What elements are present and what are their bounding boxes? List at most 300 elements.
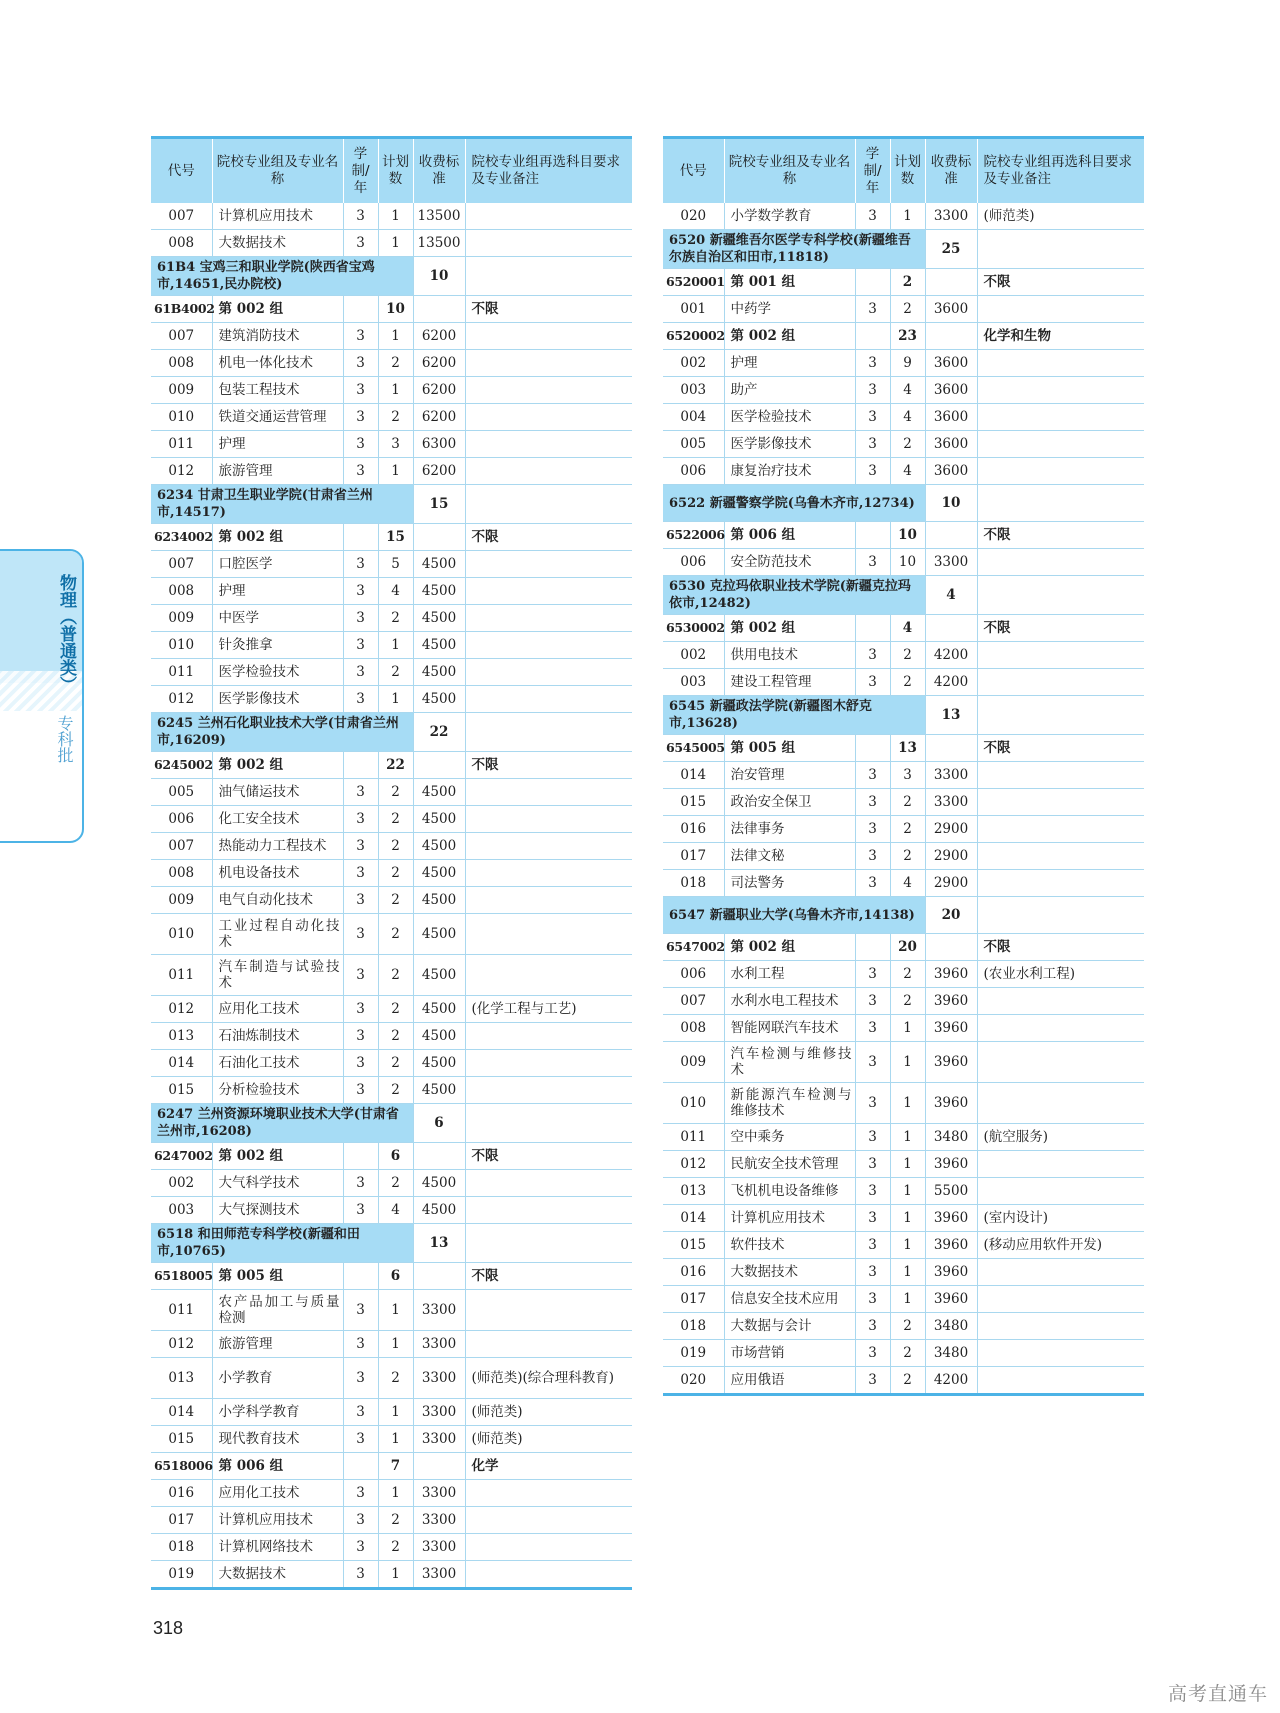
group-fee [413,1263,465,1290]
major-plan-count: 1 [890,1259,925,1286]
school-plan-count: 10 [413,257,465,296]
header-plan: 计划数 [378,138,413,204]
table-header-row [151,138,632,204]
major-fee: 3300 [413,1290,465,1331]
major-plan-count: 4 [890,377,925,404]
group-name: 第 006 组 [212,1453,343,1480]
major-row [663,642,1144,669]
group-row [151,524,632,551]
major-code: 002 [663,642,724,669]
major-plan-count: 2 [378,1023,413,1050]
school-plan-count: 15 [413,485,465,524]
major-plan-count: 3 [378,431,413,458]
group-plan-count: 10 [890,522,925,549]
major-code: 002 [151,1170,212,1197]
major-name: 计算机应用技术 [212,203,343,230]
major-fee: 4500 [413,605,465,632]
major-years: 3 [855,961,890,988]
group-subject-requirement: 不限 [977,934,1144,961]
major-fee: 3600 [925,431,977,458]
group-subject-requirement: 不限 [465,752,632,779]
major-note: (师范类)(综合理科教育) [465,1358,632,1399]
major-fee: 3960 [925,988,977,1015]
group-subject-requirement: 不限 [977,615,1144,642]
major-row [151,1358,632,1399]
major-fee: 4500 [413,955,465,996]
group-code: 6547002 [663,934,724,961]
major-name: 供用电技术 [724,642,855,669]
major-code: 009 [151,887,212,914]
major-row [663,843,1144,870]
major-plan-count: 1 [378,1426,413,1453]
major-plan-count: 2 [378,1170,413,1197]
major-row [663,762,1144,789]
major-row [151,806,632,833]
major-code: 015 [151,1077,212,1104]
major-years: 3 [855,1367,890,1395]
group-fee [925,735,977,762]
major-row [151,350,632,377]
group-years [343,1453,378,1480]
major-plan-count: 2 [378,860,413,887]
major-note [977,988,1144,1015]
major-code: 017 [663,1286,724,1313]
major-fee: 2900 [925,843,977,870]
major-fee: 3300 [925,789,977,816]
major-years: 3 [343,1534,378,1561]
major-plan-count: 1 [378,686,413,713]
major-row [151,431,632,458]
group-row [663,522,1144,549]
school-row [663,230,1144,269]
major-fee: 5500 [925,1178,977,1205]
group-plan-count: 13 [890,735,925,762]
major-row [151,1480,632,1507]
major-name: 护理 [724,350,855,377]
major-code: 008 [151,350,212,377]
major-note [977,816,1144,843]
major-plan-count: 1 [378,203,413,230]
major-fee: 6200 [413,323,465,350]
major-note [977,1178,1144,1205]
group-fee [925,934,977,961]
major-years: 3 [343,1170,378,1197]
group-row [663,735,1144,762]
major-code: 012 [151,996,212,1023]
major-plan-count: 1 [378,377,413,404]
school-name: 6522 新疆警察学院(乌鲁木齐市,12734) [663,485,925,522]
major-name: 治安管理 [724,762,855,789]
major-name: 中医学 [212,605,343,632]
major-name: 口腔医学 [212,551,343,578]
major-name: 医学影像技术 [724,431,855,458]
major-fee: 4500 [413,996,465,1023]
group-code: 6522006 [663,522,724,549]
major-note [977,377,1144,404]
major-name: 现代教育技术 [212,1426,343,1453]
major-fee: 4500 [413,1023,465,1050]
major-name: 旅游管理 [212,1331,343,1358]
major-row [663,1232,1144,1259]
group-plan-count: 4 [890,615,925,642]
major-row [663,1205,1144,1232]
major-note [977,1286,1144,1313]
major-plan-count: 2 [378,1050,413,1077]
major-row [663,203,1144,230]
group-fee [925,323,977,350]
major-plan-count: 2 [890,669,925,696]
major-note [465,323,632,350]
school-note [977,485,1144,522]
major-years: 3 [343,551,378,578]
major-code: 008 [151,578,212,605]
major-row [151,551,632,578]
major-plan-count: 1 [378,632,413,659]
major-name: 康复治疗技术 [724,458,855,485]
major-name: 安全防范技术 [724,549,855,576]
major-row [151,1507,632,1534]
major-years: 3 [343,323,378,350]
major-row [663,1178,1144,1205]
major-years: 3 [343,1507,378,1534]
major-fee: 2900 [925,816,977,843]
major-row [663,1015,1144,1042]
major-years: 3 [855,431,890,458]
major-plan-count: 2 [890,296,925,323]
major-code: 011 [151,431,212,458]
major-plan-count: 1 [890,1178,925,1205]
major-note [977,296,1144,323]
major-note [465,1077,632,1104]
header-note: 院校专业组再选科目要求及专业备注 [465,138,632,204]
header-fee: 收费标准 [925,138,977,204]
major-years: 3 [343,887,378,914]
major-fee: 3960 [925,1286,977,1313]
major-code: 010 [151,914,212,955]
group-subject-requirement: 不限 [977,522,1144,549]
major-note [465,1507,632,1534]
major-fee: 6200 [413,458,465,485]
major-name: 助产 [724,377,855,404]
major-note [977,1367,1144,1395]
major-row [151,578,632,605]
major-years: 3 [855,843,890,870]
major-code: 007 [151,551,212,578]
major-years: 3 [343,659,378,686]
major-name: 信息安全技术应用 [724,1286,855,1313]
major-name: 包装工程技术 [212,377,343,404]
major-fee: 3600 [925,458,977,485]
major-fee: 4500 [413,1077,465,1104]
major-years: 3 [855,1042,890,1083]
major-fee: 3600 [925,377,977,404]
page-number: 318 [153,1618,184,1638]
major-years: 3 [855,1340,890,1367]
major-plan-count: 1 [378,1399,413,1426]
major-name: 法律事务 [724,816,855,843]
major-fee: 4500 [413,659,465,686]
group-name: 第 002 组 [212,524,343,551]
major-code: 008 [151,860,212,887]
major-note: (师范类) [977,203,1144,230]
major-years: 3 [855,1178,890,1205]
major-note [977,1083,1144,1124]
major-name: 水利工程 [724,961,855,988]
major-fee: 3600 [925,404,977,431]
major-years: 3 [855,203,890,230]
group-plan-count: 7 [378,1453,413,1480]
major-code: 009 [151,605,212,632]
major-years: 3 [855,669,890,696]
major-name: 护理 [212,431,343,458]
major-note [465,1290,632,1331]
major-plan-count: 1 [890,1205,925,1232]
group-row [663,615,1144,642]
header-code: 代号 [151,138,212,204]
major-row [151,632,632,659]
major-note [465,350,632,377]
major-row [151,887,632,914]
major-name: 应用化工技术 [212,1480,343,1507]
major-name: 工业过程自动化技术 [212,914,343,955]
major-note [977,870,1144,897]
major-plan-count: 2 [378,955,413,996]
major-row [663,350,1144,377]
major-plan-count: 9 [890,350,925,377]
major-years: 3 [855,988,890,1015]
major-fee: 3960 [925,1259,977,1286]
major-years: 3 [855,642,890,669]
major-note [977,843,1144,870]
major-fee: 3960 [925,1151,977,1178]
group-code: 6520001 [663,269,724,296]
major-code: 010 [663,1083,724,1124]
major-note [465,458,632,485]
major-fee: 4500 [413,914,465,955]
major-row [663,1340,1144,1367]
major-code: 014 [151,1050,212,1077]
major-row [151,1077,632,1104]
group-fee [413,296,465,323]
major-note [977,789,1144,816]
major-fee: 4500 [413,833,465,860]
major-fee: 4500 [413,578,465,605]
major-name: 中药学 [724,296,855,323]
major-fee: 3300 [413,1480,465,1507]
major-plan-count: 1 [378,458,413,485]
major-fee: 3960 [925,1042,977,1083]
major-plan-count: 2 [378,833,413,860]
major-fee: 4500 [413,806,465,833]
major-fee: 4500 [413,779,465,806]
major-fee: 6200 [413,350,465,377]
major-plan-count: 2 [378,1507,413,1534]
group-fee [413,1453,465,1480]
side-tab-category: 物理（普通类） [56,573,76,693]
major-code: 013 [151,1358,212,1399]
group-row [151,1143,632,1170]
major-years: 3 [343,914,378,955]
major-note: (师范类) [465,1426,632,1453]
major-plan-count: 1 [890,1042,925,1083]
major-note [465,203,632,230]
header-years: 学制/年 [343,138,378,204]
school-row [663,576,1144,615]
major-plan-count: 2 [378,996,413,1023]
school-note [465,713,632,752]
school-note [465,257,632,296]
major-row [151,1170,632,1197]
group-years [343,1143,378,1170]
major-name: 小学教育 [212,1358,343,1399]
major-code: 004 [663,404,724,431]
major-fee: 3300 [413,1534,465,1561]
major-code: 007 [151,323,212,350]
school-row [663,696,1144,735]
major-code: 011 [151,1290,212,1331]
group-years [855,615,890,642]
major-plan-count: 2 [378,806,413,833]
school-name: 6530 克拉玛依职业技术学院(新疆克拉玛依市,12482) [663,576,925,615]
major-row [151,404,632,431]
major-row [663,1083,1144,1124]
major-code: 012 [151,1331,212,1358]
major-code: 009 [663,1042,724,1083]
major-fee: 3960 [925,1232,977,1259]
major-note: (航空服务) [977,1124,1144,1151]
major-row [663,1313,1144,1340]
major-note [977,350,1144,377]
major-fee: 3600 [925,296,977,323]
major-fee: 4500 [413,887,465,914]
major-code: 015 [663,789,724,816]
side-tab-batch: 专科批 [55,715,74,763]
school-name: 6547 新疆职业大学(乌鲁木齐市,14138) [663,897,925,934]
major-note [465,686,632,713]
school-name: 6518 和田师范专科学校(新疆和田市,10765) [151,1224,413,1263]
school-note [465,1224,632,1263]
major-code: 015 [663,1232,724,1259]
major-fee: 3300 [413,1358,465,1399]
school-row [151,485,632,524]
major-row [151,1023,632,1050]
major-name: 针灸推拿 [212,632,343,659]
table-body-left [151,203,632,1589]
major-years: 3 [343,1399,378,1426]
major-years: 3 [343,431,378,458]
major-plan-count: 2 [378,1358,413,1399]
major-note [465,1170,632,1197]
major-note [465,1534,632,1561]
major-code: 017 [663,843,724,870]
major-code: 010 [151,404,212,431]
major-name: 小学科学教育 [212,1399,343,1426]
major-name: 司法警务 [724,870,855,897]
major-fee: 3300 [925,762,977,789]
group-years [855,269,890,296]
group-subject-requirement: 化学和生物 [977,323,1144,350]
group-name: 第 002 组 [212,1143,343,1170]
watermark-text: 高考直通车 [1167,1683,1268,1705]
major-row [663,549,1144,576]
major-code: 018 [663,1313,724,1340]
major-code: 011 [151,955,212,996]
major-name: 分析检验技术 [212,1077,343,1104]
group-code: 6518006 [151,1453,212,1480]
major-note [465,955,632,996]
major-plan-count: 1 [378,1480,413,1507]
major-years: 3 [855,1124,890,1151]
group-name: 第 002 组 [724,323,855,350]
major-row [151,1426,632,1453]
school-row [151,257,632,296]
school-row [151,1104,632,1143]
major-name: 机电设备技术 [212,860,343,887]
major-note [465,779,632,806]
major-years: 3 [343,1358,378,1399]
major-note [465,551,632,578]
school-plan-count: 25 [925,230,977,269]
school-plan-count: 4 [925,576,977,615]
major-years: 3 [855,762,890,789]
major-name: 汽车制造与试验技术 [212,955,343,996]
major-years: 3 [343,230,378,257]
major-plan-count: 2 [890,961,925,988]
header-code: 代号 [663,138,724,204]
major-years: 3 [343,632,378,659]
major-years: 3 [343,578,378,605]
major-name: 计算机网络技术 [212,1534,343,1561]
major-note [977,1015,1144,1042]
group-name: 第 002 组 [212,296,343,323]
major-name: 软件技术 [724,1232,855,1259]
major-row [151,377,632,404]
major-fee: 4500 [413,632,465,659]
major-years: 3 [855,458,890,485]
group-code: 6545005 [663,735,724,762]
major-name: 智能网联汽车技术 [724,1015,855,1042]
major-note [977,404,1144,431]
major-note [465,404,632,431]
major-fee: 4200 [925,1367,977,1395]
major-plan-count: 3 [890,762,925,789]
header-name: 院校专业组及专业名称 [724,138,855,204]
major-years: 3 [343,806,378,833]
group-years [343,752,378,779]
major-note [977,1313,1144,1340]
major-note [465,1197,632,1224]
major-plan-count: 4 [890,870,925,897]
major-name: 建筑消防技术 [212,323,343,350]
major-code: 005 [663,431,724,458]
side-section-tab [0,549,84,843]
major-name: 应用俄语 [724,1367,855,1395]
group-years [855,934,890,961]
major-row [151,458,632,485]
major-name: 大数据技术 [212,1561,343,1589]
major-plan-count: 1 [378,1331,413,1358]
major-plan-count: 2 [890,843,925,870]
major-plan-count: 1 [890,1015,925,1042]
major-years: 3 [343,1197,378,1224]
major-code: 012 [663,1151,724,1178]
major-note: (化学工程与工艺) [465,996,632,1023]
major-row [151,1197,632,1224]
major-years: 3 [343,458,378,485]
major-plan-count: 2 [890,1367,925,1395]
major-row [663,1151,1144,1178]
group-code: 6530002 [663,615,724,642]
